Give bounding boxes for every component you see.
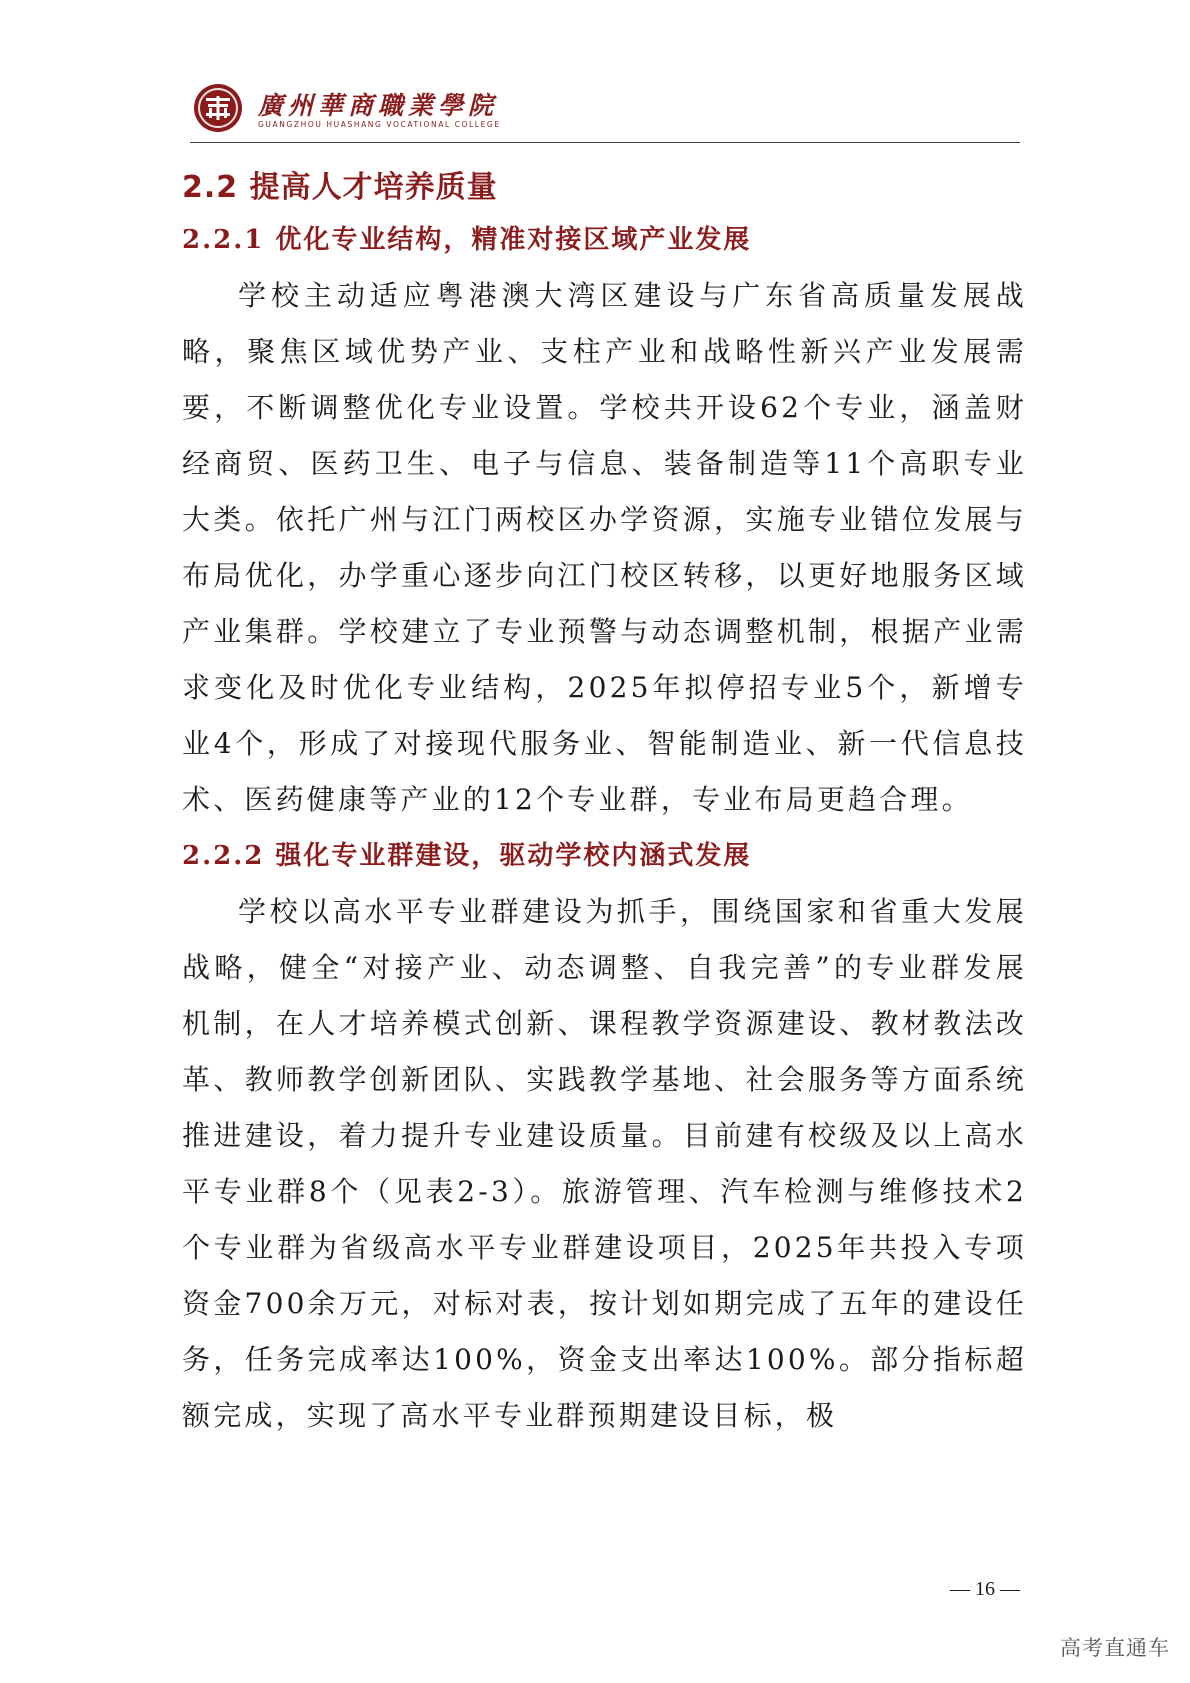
college-logo-icon: [192, 82, 244, 134]
document-body: [182, 150, 1027, 1444]
subsection-title-2: 2.2.2 强化专业群建设，驱动学校内涵式发展: [182, 841, 752, 871]
college-name-cn: 廣州華商職業學院: [258, 91, 499, 120]
section-title: 2.2 提高人才培养质量: [182, 170, 498, 205]
subsection-title-1: 2.2.1 优化专业结构，精准对接区域产业发展: [182, 225, 752, 255]
paragraph-2: 学校以高水平专业群建设为抓手，围绕国家和省重大发展战略，健全“对接产业、动态调整、自我完善”的专业群发展机制，在人才培养模式创新、课程教学资源建设、教材教法改革、教师教学创新团队、实践教学基地、社会服务等方面系统推进建设，着力提升专业建设质量。目前建有校级及以上高水平专业群8个（见表2-3）。旅游管理、汽车检测与维修技术2个专业群为省级高水平专业群建设项目，2025年共投入专项资金700余万元，对标对表，按计划如期完成了五年的建设任务，任务完成率达100%，资金支出率达100%。部分指标超额完成，实现了高水平专业群预期建设目标，极: [182, 895, 1027, 1432]
page-header: [190, 78, 1020, 143]
watermark-text: 高考直通车: [1060, 1636, 1170, 1660]
college-name-en: GUANGZHOU HUASHANG VOCATIONAL COLLEGE: [258, 120, 501, 129]
page-number: — 16 —: [950, 1578, 1020, 1600]
paragraph-1: 学校主动适应粤港澳大湾区建设与广东省高质量发展战略，聚焦区域优势产业、支柱产业和战略性新兴产业发展需要，不断调整优化专业设置。学校共开设62个专业，涵盖财经商贸、医药卫生、电子与信息、装备制造等11个高职专业大类。依托广州与江门两校区办学资源，实施专业错位发展与布局优化，办学重心逐步向江门校区转移，以更好地服务区域产业集群。学校建立了专业预警与动态调整机制，根据产业需求变化及时优化专业结构，2025年拟停招专业5个，新增专业4个，形成了对接现代服务业、智能制造业、新一代信息技术、医药健康等产业的12个专业群，专业布局更趋合理。: [182, 279, 1027, 816]
